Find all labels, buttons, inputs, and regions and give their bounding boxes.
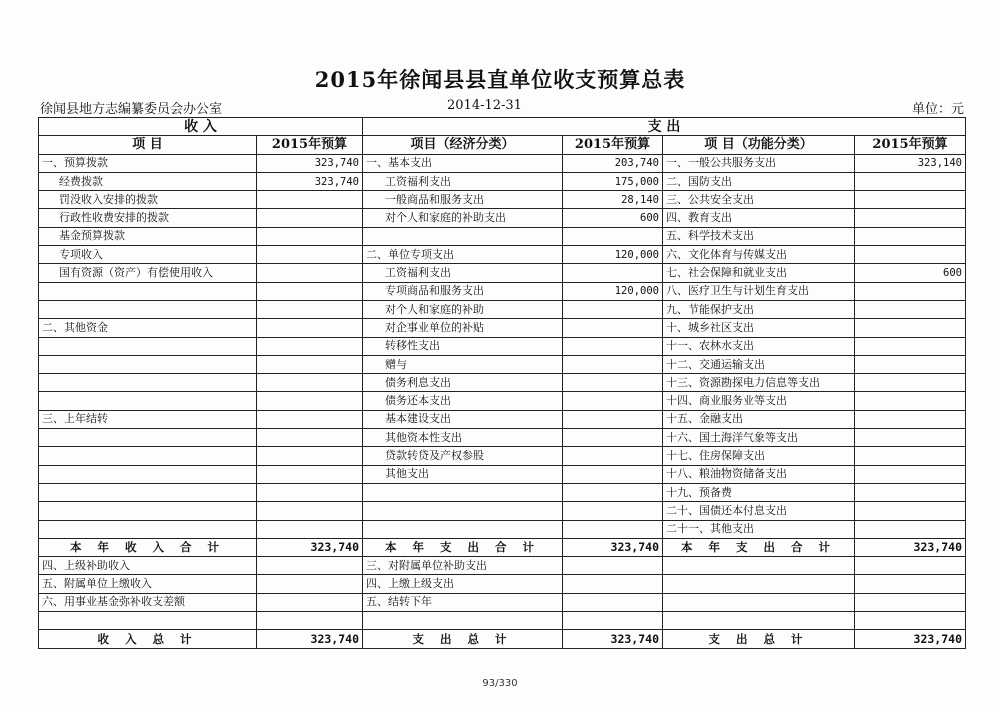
income-budget-header: 2015年预算 [257,136,363,154]
table-row [39,264,966,282]
econ-budget-cell: 323,740 [563,538,663,556]
income-budget-cell [257,557,363,575]
econ-item-cell: 债务还本支出 [363,392,563,410]
func-item-cell: 十一、农林水支出 [663,337,855,355]
econ-item-cell: 对个人和家庭的补助 [363,300,563,318]
econ-item-cell: 转移性支出 [363,337,563,355]
func-item-cell: 十五、金融支出 [663,410,855,428]
income-item-cell [39,612,257,630]
income-item-cell [39,520,257,538]
income-budget-cell [257,337,363,355]
func-item-cell: 十二、交通运输支出 [663,355,855,373]
func-budget-cell: 323,740 [855,538,966,556]
func-item-cell: 二十、国债还本付息支出 [663,502,855,520]
func-budget-cell [855,520,966,538]
econ-item-cell: 其他资本性支出 [363,429,563,447]
func-budget-cell [855,593,966,611]
page-number: 93/330 [482,678,518,689]
econ-item-cell [363,502,563,520]
econ-budget-cell [563,392,663,410]
econ-budget-cell [563,374,663,392]
func-item-cell: 七、社会保障和就业支出 [663,264,855,282]
income-budget-cell [257,264,363,282]
table-row [39,520,966,538]
func-item-cell [663,593,855,611]
func-budget-cell [855,172,966,190]
income-item-cell [39,337,257,355]
func-budget-cell [855,246,966,264]
income-budget-cell [257,520,363,538]
func-budget-cell: 323,740 [855,630,966,649]
income-item-cell: 行政性收费安排的拨款 [39,209,257,227]
func-item-cell: 一、一般公共服务支出 [663,154,855,172]
econ-budget-cell [563,337,663,355]
income-budget-cell [257,502,363,520]
econ-budget-cell [563,429,663,447]
econ-item-cell: 其他支出 [363,465,563,483]
econ-item-cell: 工资福利支出 [363,264,563,282]
econ-budget-cell [563,502,663,520]
func-budget-cell [855,374,966,392]
econ-item-cell [363,612,563,630]
currency-unit: 单位：元 [911,102,964,117]
econ-budget-cell [563,520,663,538]
income-item-cell: 本 年 收 入 合 计 [39,538,257,556]
func-budget-cell [855,502,966,520]
func-item-cell: 三、公共安全支出 [663,191,855,209]
income-budget-cell [257,612,363,630]
econ-item-cell: 对企事业单位的补贴 [363,319,563,337]
income-item-cell: 六、用事业基金弥补收支差额 [39,593,257,611]
econ-item-cell: 四、上缴上级支出 [363,575,563,593]
organization-name: 徐闻县地方志编纂委员会办公室 [40,102,223,117]
func-item-header: 项 目（功能分类） [663,136,855,154]
table-row [39,557,966,575]
expense-section-header: 支 出 [363,118,966,136]
econ-budget-cell [563,557,663,575]
econ-item-cell: 贷款转贷及产权参股 [363,447,563,465]
income-item-cell [39,392,257,410]
econ-item-header: 项目（经济分类） [363,136,563,154]
func-item-cell: 二、国防支出 [663,172,855,190]
func-budget-cell [855,483,966,501]
table-row [39,227,966,245]
econ-budget-cell [563,410,663,428]
table-row [39,447,966,465]
func-item-cell: 五、科学技术支出 [663,227,855,245]
func-budget-cell [855,410,966,428]
econ-budget-cell [563,465,663,483]
func-item-cell [663,612,855,630]
table-row [39,410,966,428]
econ-budget-cell: 120,000 [563,246,663,264]
income-budget-cell [257,465,363,483]
income-item-cell: 四、上级补助收入 [39,557,257,575]
grand-total-row [39,630,966,649]
table-row [39,355,966,373]
func-item-cell: 六、文化体育与传媒支出 [663,246,855,264]
table-row [39,319,966,337]
table-row [39,337,966,355]
econ-budget-cell [563,264,663,282]
income-item-cell [39,300,257,318]
func-budget-cell: 600 [855,264,966,282]
econ-budget-cell [563,575,663,593]
table-row [39,593,966,611]
func-item-cell [663,557,855,575]
func-item-cell: 九、节能保护支出 [663,300,855,318]
income-budget-cell [257,227,363,245]
column-header-row [39,136,966,154]
income-budget-cell [257,593,363,611]
table-row [39,429,966,447]
table-row [39,172,966,190]
func-budget-cell [855,319,966,337]
income-budget-cell [257,429,363,447]
econ-item-cell: 一、基本支出 [363,154,563,172]
income-item-cell [39,282,257,300]
econ-budget-cell [563,483,663,501]
income-item-cell: 二、其他资金 [39,319,257,337]
func-budget-cell [855,575,966,593]
func-item-cell [663,575,855,593]
econ-item-cell [363,483,563,501]
econ-item-cell: 五、结转下年 [363,593,563,611]
econ-budget-cell [563,593,663,611]
table-row [39,209,966,227]
income-section-header: 收 入 [39,118,363,136]
report-date: 2014-12-31 [447,98,522,113]
income-item-cell: 基金预算拨款 [39,227,257,245]
func-budget-cell [855,429,966,447]
table-row [39,465,966,483]
econ-budget-cell [563,355,663,373]
func-budget-cell [855,282,966,300]
econ-item-cell: 二、单位专项支出 [363,246,563,264]
econ-budget-cell [563,227,663,245]
econ-budget-cell [563,300,663,318]
econ-item-cell [363,520,563,538]
income-budget-cell [257,374,363,392]
table-row [39,374,966,392]
econ-budget-cell [563,447,663,465]
income-item-cell: 专项收入 [39,246,257,264]
func-budget-cell [855,337,966,355]
table-row [39,154,966,172]
table-row [39,246,966,264]
income-budget-cell [257,209,363,227]
func-budget-cell [855,392,966,410]
section-header-row [39,118,966,136]
income-budget-cell [257,319,363,337]
income-budget-cell: 323,740 [257,154,363,172]
func-item-cell: 十六、国土海洋气象等支出 [663,429,855,447]
econ-budget-cell: 600 [563,209,663,227]
econ-item-cell: 本 年 支 出 合 计 [363,538,563,556]
table-row [39,575,966,593]
econ-budget-cell: 120,000 [563,282,663,300]
income-budget-cell [257,355,363,373]
econ-item-cell: 基本建设支出 [363,410,563,428]
func-item-cell: 八、医疗卫生与计划生育支出 [663,282,855,300]
econ-budget-header: 2015年预算 [563,136,663,154]
table-row [39,612,966,630]
econ-item-cell: 赠与 [363,355,563,373]
func-item-cell: 本 年 支 出 合 计 [663,538,855,556]
income-item-cell: 经费拨款 [39,172,257,190]
income-item-cell [39,429,257,447]
income-budget-cell [257,300,363,318]
table-row [39,483,966,501]
income-budget-cell: 323,740 [257,630,363,649]
income-budget-cell [257,447,363,465]
income-item-cell [39,465,257,483]
income-item-cell [39,447,257,465]
income-item-cell [39,374,257,392]
econ-item-cell: 支 出 总 计 [363,630,563,649]
func-budget-cell [855,447,966,465]
table-row [39,300,966,318]
func-budget-cell [855,209,966,227]
econ-item-cell: 一般商品和服务支出 [363,191,563,209]
func-budget-cell [855,300,966,318]
income-item-cell: 收 入 总 计 [39,630,257,649]
econ-budget-cell [563,319,663,337]
table-row [39,282,966,300]
func-item-cell: 四、教育支出 [663,209,855,227]
page-title: 2015年徐闻县县直单位收支预算总表 [314,67,686,92]
income-budget-cell [257,483,363,501]
func-item-cell: 十八、粮油物资储备支出 [663,465,855,483]
econ-item-cell: 三、对附属单位补助支出 [363,557,563,575]
income-item-cell [39,502,257,520]
econ-item-cell: 债务利息支出 [363,374,563,392]
income-budget-cell [257,392,363,410]
func-budget-cell [855,355,966,373]
budget-table [38,117,966,649]
income-item-cell: 罚没收入安排的拨款 [39,191,257,209]
func-item-cell: 十、城乡社区支出 [663,319,855,337]
income-item-cell: 一、预算拨款 [39,154,257,172]
func-item-cell: 支 出 总 计 [663,630,855,649]
income-budget-cell: 323,740 [257,172,363,190]
econ-budget-cell: 175,000 [563,172,663,190]
econ-budget-cell [563,612,663,630]
income-item-header: 项 目 [39,136,257,154]
table-row [39,392,966,410]
econ-budget-cell: 203,740 [563,154,663,172]
func-item-cell: 十七、住房保障支出 [663,447,855,465]
income-budget-cell [257,191,363,209]
table-row [39,191,966,209]
income-item-cell: 三、上年结转 [39,410,257,428]
func-item-cell: 十三、资源勘探电力信息等支出 [663,374,855,392]
income-budget-cell [257,575,363,593]
income-budget-cell [257,410,363,428]
func-item-cell: 十四、商业服务业等支出 [663,392,855,410]
income-item-cell [39,483,257,501]
econ-budget-cell: 323,740 [563,630,663,649]
func-budget-cell: 323,140 [855,154,966,172]
income-budget-cell [257,246,363,264]
func-budget-cell [855,612,966,630]
year-total-row [39,538,966,556]
func-budget-cell [855,227,966,245]
table-row [39,502,966,520]
econ-item-cell: 对个人和家庭的补助支出 [363,209,563,227]
func-item-cell: 十九、预备费 [663,483,855,501]
func-budget-cell [855,465,966,483]
income-item-cell: 国有资源（资产）有偿使用收入 [39,264,257,282]
econ-budget-cell: 28,140 [563,191,663,209]
income-budget-cell: 323,740 [257,538,363,556]
func-item-cell: 二十一、其他支出 [663,520,855,538]
income-item-cell: 五、附属单位上缴收入 [39,575,257,593]
income-budget-cell [257,282,363,300]
income-item-cell [39,355,257,373]
func-budget-cell [855,557,966,575]
econ-item-cell [363,227,563,245]
econ-item-cell: 工资福利支出 [363,172,563,190]
func-budget-header: 2015年预算 [855,136,966,154]
econ-item-cell: 专项商品和服务支出 [363,282,563,300]
func-budget-cell [855,191,966,209]
